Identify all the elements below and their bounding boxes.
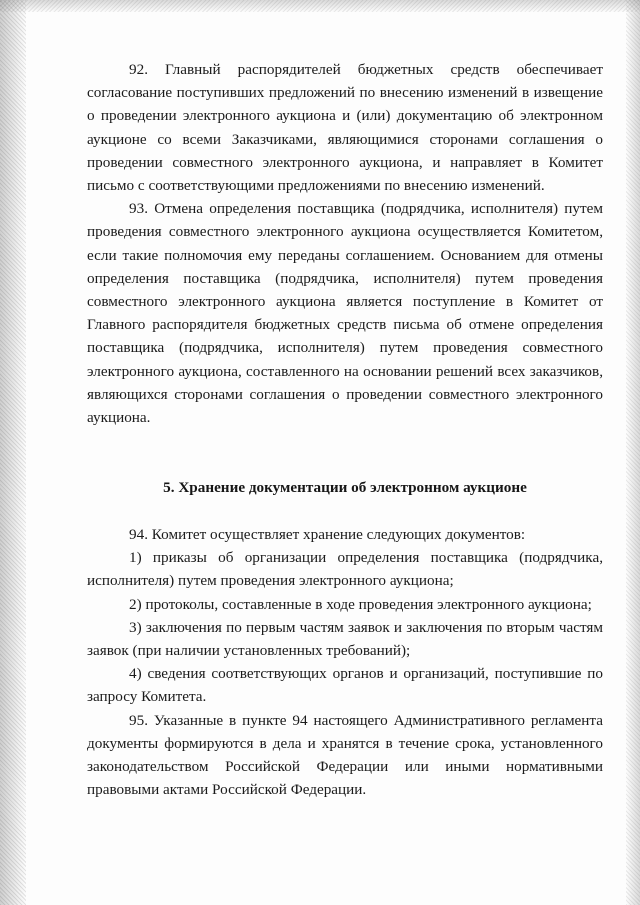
lower-text-block (87, 523, 603, 801)
scan-edge-left (0, 0, 26, 905)
paragraph-95: 95. Указанные в пункте 94 настоящего Административного регламента документы формируются в дела и хранятся в течение срока, установленного законодательством Российской Федерации или иными нормативными правовыми актами Российской Федерации. (87, 711, 603, 799)
paragraph-92: 92. Главный распорядителей бюджетных средств обеспечивает согласование поступивших предложений по внесению изменений в извещение о проведении электронного аукциона и (или) документацию об электронном аукционе со всеми Заказчиками, являющимися сторонами соглашения о проведении совместного электронного аукциона, и направляет в Комитет письмо с соответствующими предложениями по внесению изменений. (87, 61, 603, 195)
scan-edge-right (626, 0, 640, 905)
scan-edge-top (0, 0, 640, 12)
paragraph-93: 93. Отмена определения поставщика (подрядчика, исполнителя) путем проведения совместного электронного аукциона осуществляется Комитетом, если такие полномочия ему переданы соглашением. Основанием для отмены определения поставщика (подрядчика, исполнителя) путем проведения совместного электронного аукциона является поступление в Комитет от Главного распорядителя бюджетных средств письма об отмене определения поставщика (подрядчика, исполнителя) путем проведения совместного электронного аукциона, составленного на основании решений всех заказчиков, являющихся сторонами соглашения о проведении совместного электронного аукциона. (87, 200, 603, 427)
list-item-3: 3) заключения по первым частям заявок и заключения по вторым частям заявок (при наличии установленных требований); (87, 618, 603, 660)
list-item-4: 4) сведения соответствующих органов и организаций, поступившие по запросу Комитета. (87, 665, 603, 706)
list-item-1: 1) приказы об организации определения поставщика (подрядчика, исполнителя) путем проведения электронного аукциона; (87, 549, 603, 590)
list-item-2: 2) протоколы, составленные в ходе проведения электронного аукциона; (129, 595, 592, 613)
paragraph-94: 94. Комитет осуществляет хранение следующих документов: (129, 526, 526, 543)
section-heading: 5. Хранение документации об электронном аукционе (163, 479, 527, 496)
upper-text-block (87, 58, 603, 429)
